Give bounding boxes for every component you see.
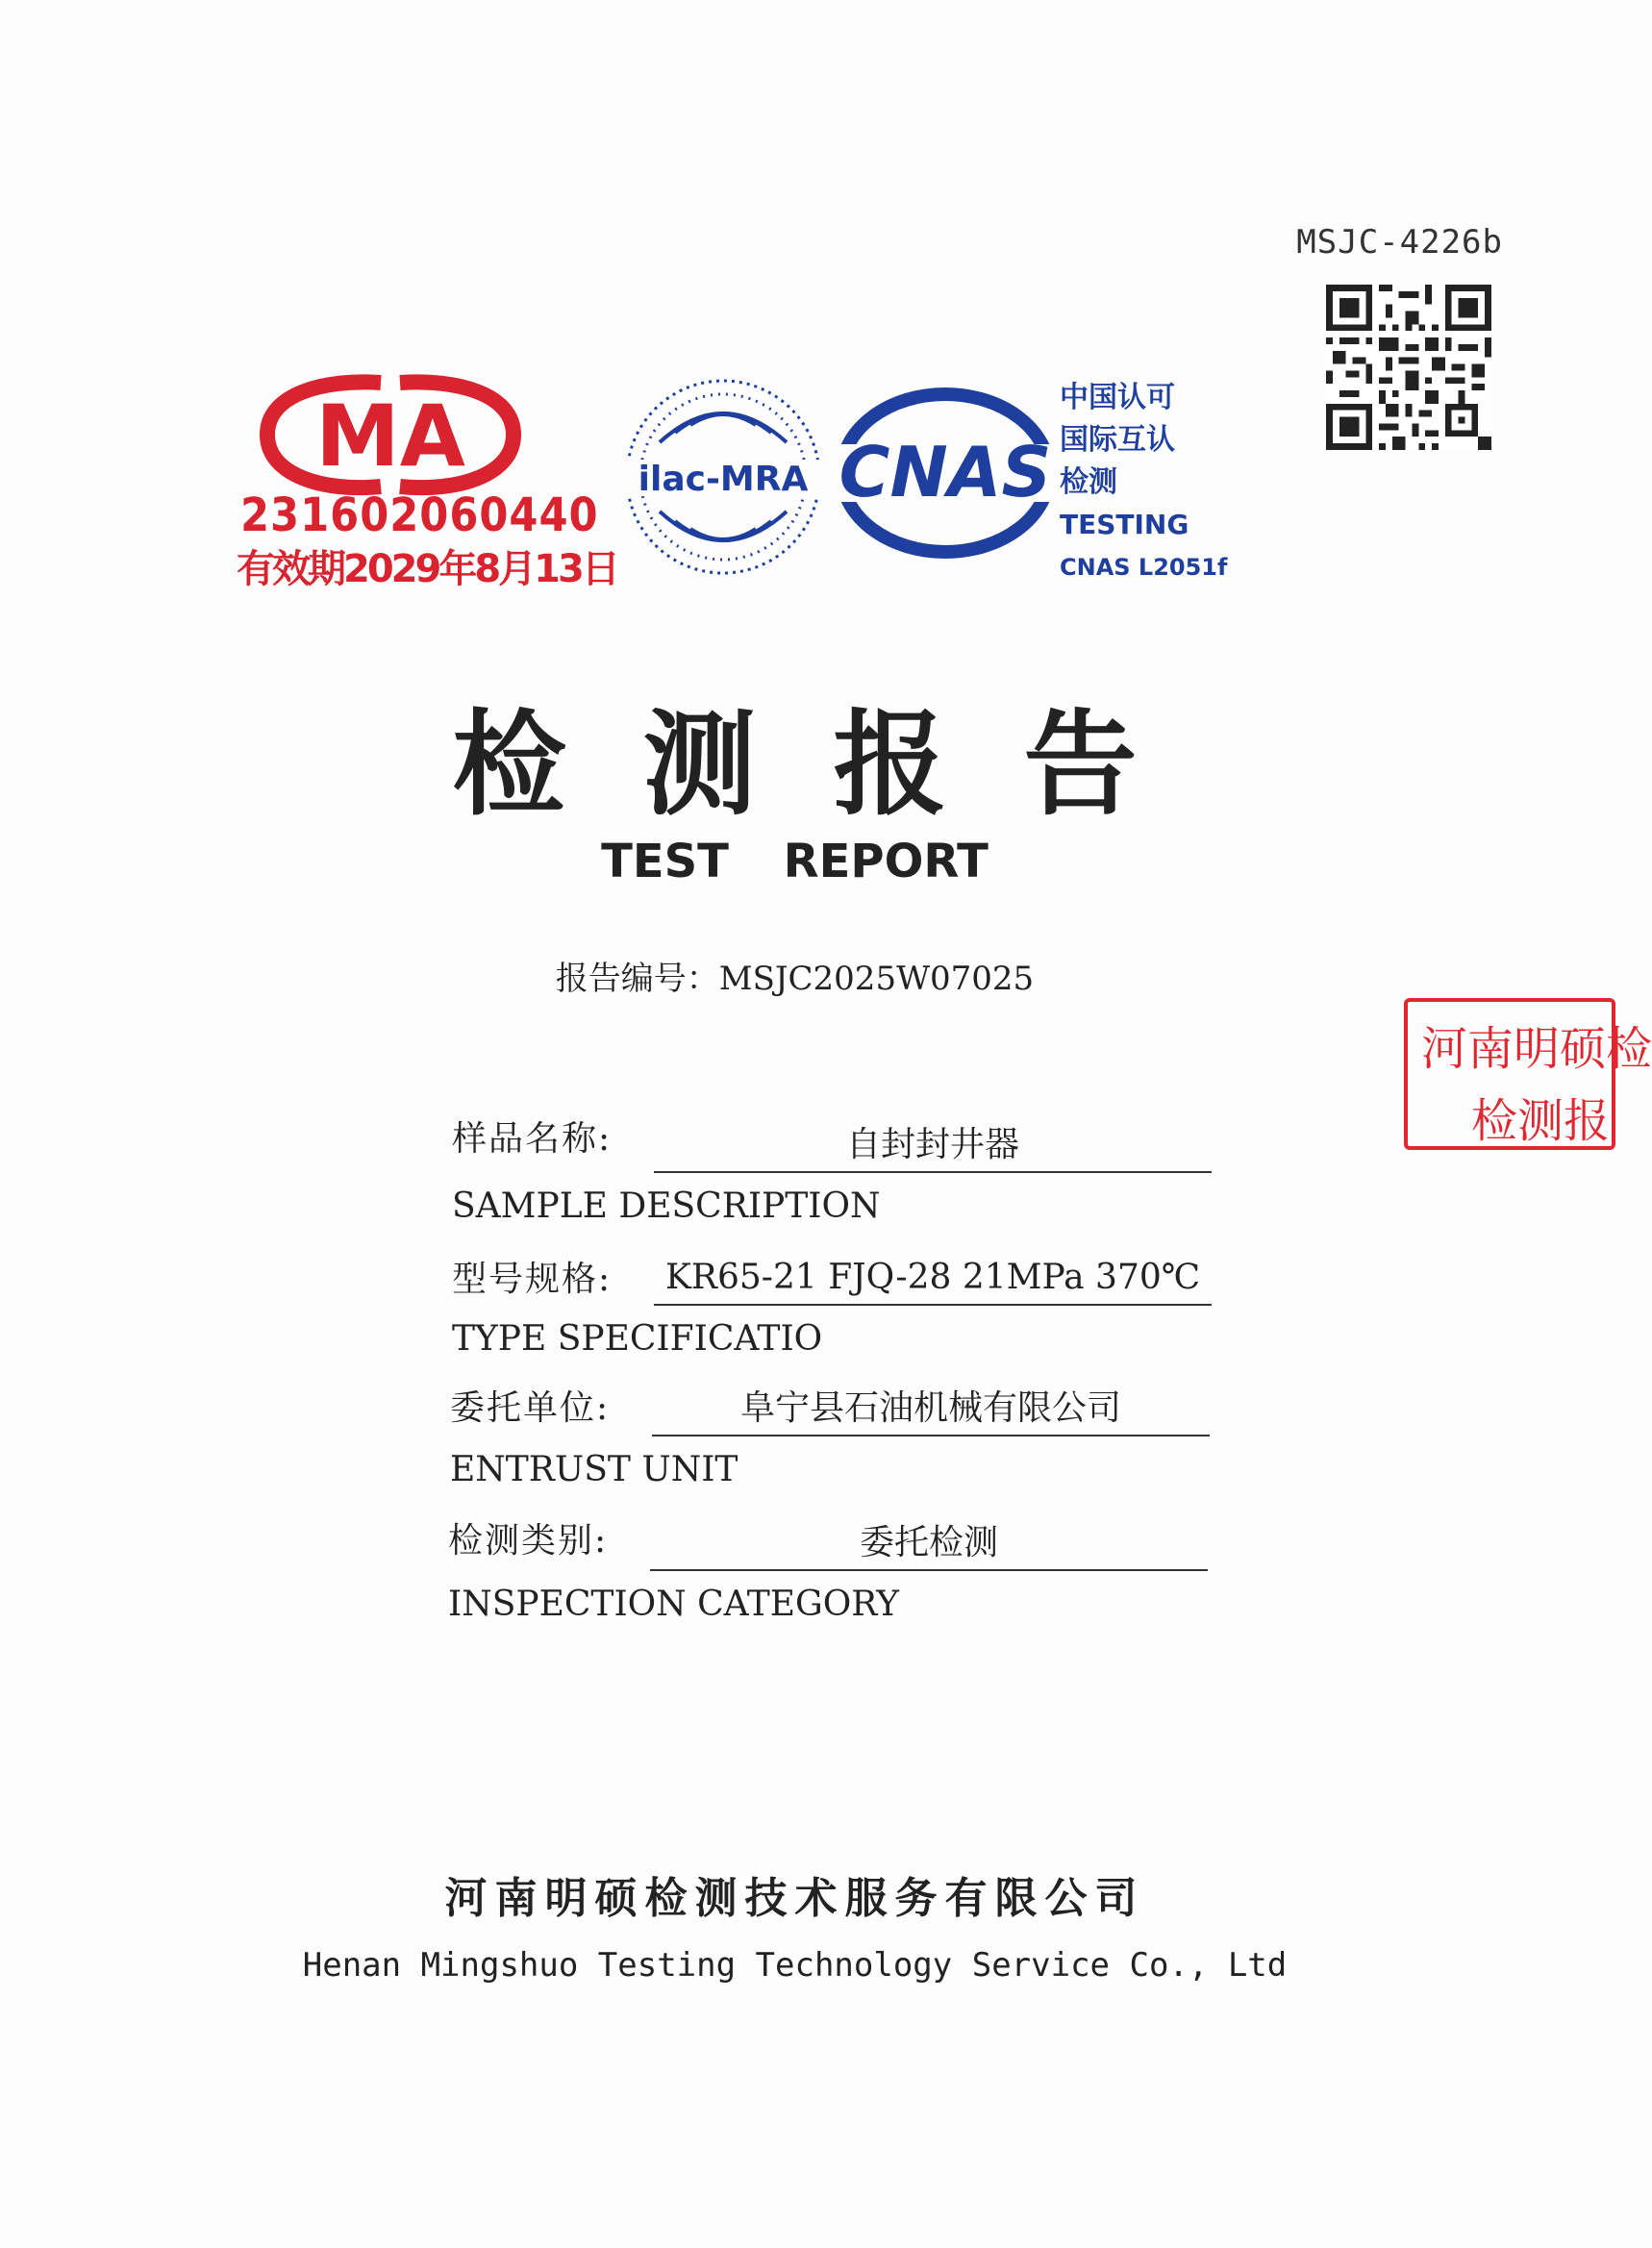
cnas-line-2: 国际互认	[1060, 423, 1175, 457]
category-value: 委托检测	[650, 1517, 1208, 1571]
cma-validity: 有效期2029年8月13日	[237, 547, 617, 591]
entrust-label-cn: 委托单位:	[450, 1388, 611, 1428]
report-number: 报告编号：MSJC2025W07025	[555, 960, 1035, 998]
sample-label-cn: 样品名称:	[452, 1119, 613, 1159]
cnas-line-3: 检测	[1060, 465, 1117, 499]
ilac-text: ilac-MRA	[638, 460, 809, 499]
company-seal-stamp	[1404, 998, 1652, 1150]
company-name-en: Henan Mingshuo Testing Technology Service Co., Ltd	[302, 1946, 1288, 1985]
document-code: MSJC-4226b	[1296, 223, 1503, 262]
sample-value: 自封封井器	[654, 1119, 1212, 1173]
type-label-cn: 型号规格:	[452, 1260, 613, 1299]
type-value: KR65-21 FJQ-28 21MPa 370℃	[654, 1252, 1212, 1306]
report-title-cn: 检测报告	[452, 697, 1214, 831]
cnas-code: CNAS L2051f	[1060, 554, 1228, 581]
stamp-line-2: 检测报	[1471, 1094, 1611, 1148]
cnas-line-4: TESTING	[1060, 509, 1189, 540]
cnas-info	[1060, 377, 1227, 588]
entrust-label-en: ENTRUST UNIT	[450, 1450, 738, 1489]
report-title-en: TEST REPORT	[601, 835, 989, 888]
category-label-en: INSPECTION CATEGORY	[448, 1585, 900, 1624]
stamp-line-1: 河南明硕检	[1421, 1022, 1652, 1076]
company-name-cn: 河南明硕检测技术服务有限公司	[444, 1874, 1145, 1923]
cma-logo-text: MA	[315, 387, 465, 486]
cnas-logo	[835, 388, 1056, 558]
qr-code-icon	[1326, 285, 1491, 450]
ilac-mra-logo	[621, 375, 825, 579]
type-label-en: TYPE SPECIFICATIO	[452, 1319, 823, 1359]
category-label-cn: 检测类别:	[448, 1521, 609, 1561]
sample-label-en: SAMPLE DESCRIPTION	[452, 1186, 881, 1226]
entrust-value: 阜宁县石油机械有限公司	[652, 1383, 1210, 1436]
cma-number: 231602060440	[240, 488, 599, 542]
cnas-line-1: 中国认可	[1060, 381, 1175, 414]
cnas-text: CNAS	[839, 432, 1052, 512]
